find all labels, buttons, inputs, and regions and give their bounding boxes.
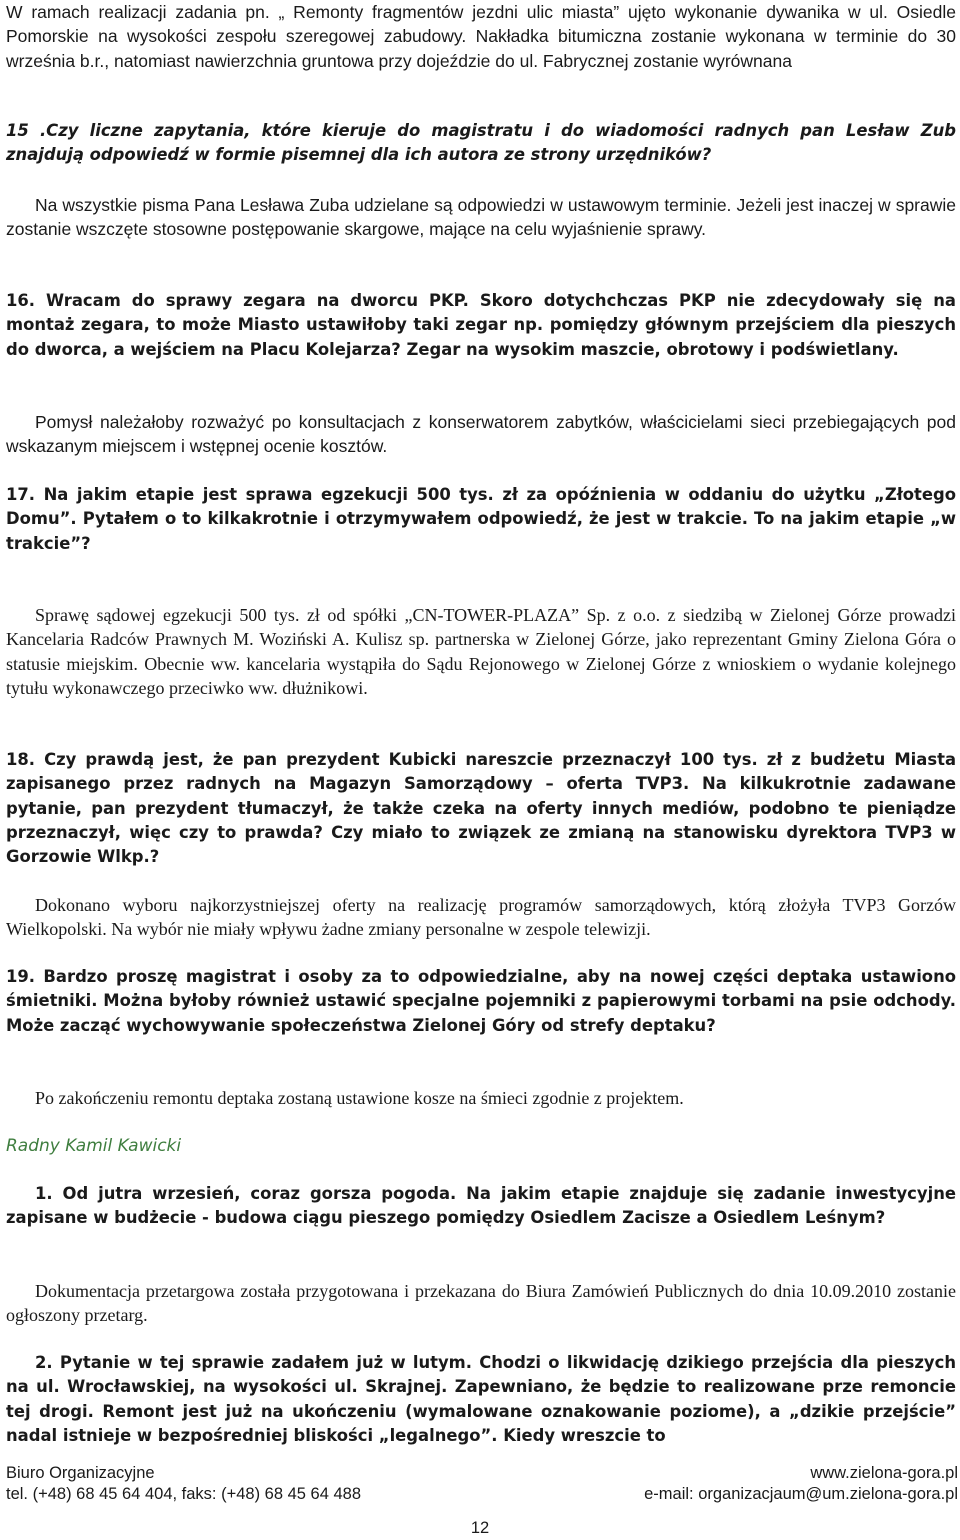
councillor-answer-1: Dokumentacja przetargowa została przygotowana i przekazana do Biura Zamówień Publicznych do dnia 10.09.2010 zostanie ogłoszony przetarg.	[6, 1281, 956, 1326]
question-15: 15 .Czy liczne zapytania, które kieruje do magistratu i do wiadomości radnych pan Lesław Zub znajdują odpowiedź w formie pisemnej dla ich autora ze strony urzędników?	[6, 121, 956, 165]
footer-website: www.zielona-gora.pl	[810, 1464, 958, 1482]
question-17: 17. Na jakim etapie jest sprawa egzekucji 500 tys. zł za opóźnienia w oddaniu do użytku „Złotego Domu”. Pytałem o to kilkakrotnie i otrzymywałem odpowiedź, że jest w trakcie. To na jakim etapie „w trakcie”?	[6, 485, 956, 553]
footer-email: e-mail: organizacjaum@um.zielona-gora.pl	[644, 1485, 958, 1503]
answer-19: Po zakończeniu remontu deptaka zostaną ustawione kosze na śmieci zgodnie z projektem.	[35, 1088, 684, 1108]
page-number: 12	[470, 1519, 490, 1537]
answer-16: Pomysł należałoby rozważyć po konsultacjach z konserwatorem zabytków, właścicielami sieci przebiegających pod wskazanym miejscem i wstępnej ocenie kosztów.	[6, 412, 956, 457]
answer-18: Dokonano wyboru najkorzystniejszej oferty na realizację programów samorządowych, którą złożyła TVP3 Gorzów Wielkopolski. Na wybór nie miały wpływu żadne zmiany personalne w zespole telewizji.	[6, 895, 956, 940]
question-19: 19. Bardzo proszę magistrat i osoby za to odpowiedzialne, aby na nowej części deptaka ustawiono śmietniki. Można byłoby również ustawić specjalne pojemniki z papierowymi torbami na psie odchody. Może zacząć wychowywanie społeczeństwa Zielonej Góry od strefy deptaku?	[6, 967, 956, 1035]
councillor-question-1: 1. Od jutra wrzesień, coraz gorsza pogoda. Na jakim etapie znajduje się zadanie inwestycyjne zapisane w budżecie - budowa ciągu pieszego pomiędzy Osiedlem Zacisze a Osiedlem Leśnym?	[6, 1184, 956, 1228]
question-18: 18. Czy prawdą jest, że pan prezydent Kubicki nareszcie przeznaczył 100 tys. zł z budżetu Miasta zapisanego przez radnych na Magazyn Samorządowy – oferta TVP3. Na kilkukrotnie zadawane pytanie, pan prezydent tłumaczył, że także czeka na oferty innych mediów, podobno te pieniądze przeznaczył, więc czy to prawda? Czy miało to związek ze zmianą na stanowisku dyrektora TVP3 w Gorzowie Wlkp.?	[6, 750, 956, 867]
question-16: 16. Wracam do sprawy zegara na dworcu PKP. Skoro dotychchczas PKP nie zdecydowały się na montaż zegara, to może Miasto ustawiłoby taki zegar np. pomiędzy głównym przejściem dla pieszych do dworca, a wejściem na Placu Kolejarza? Zegar na wysokim maszcie, obrotowy i podświetlany.	[6, 291, 956, 359]
intro-paragraph: W ramach realizacji zadania pn. „ Remonty fragmentów jezdni ulic miasta” ujęto wykonanie dywanika w ul. Osiedle Pomorskie na wysokości zespołu szeregowej zabudowy. Nakładka bitumiczna zostanie wykonana w terminie do 30 września b.r., natomiast nawierzchnia gruntowa przy dojeździe do ul. Fabrycznej zostanie wyrównana	[6, 2, 956, 71]
answer-17: Sprawę sądowej egzekucji 500 tys. zł od spółki „CN-TOWER-PLAZA” Sp. z o.o. z siedzibą w Zielonej Górze prowadzi Kancelaria Radców Prawnych M. Woziński A. Kulisz sp. partnerska w Zielonej Górze, jako reprezentant Gminy Zielona Góra o statusie miejskim. Obecnie ww. kancelaria wystąpiła do Sądu Rejonowego w Zielonej Górze z wnioskiem o wydanie kolejnego tytułu wykonawczego przeciwko ww. dłużnikowi.	[6, 605, 956, 698]
footer-org: Biuro Organizacyjne	[6, 1464, 155, 1482]
councillor-question-2: 2. Pytanie w tej sprawie zadałem już w lutym. Chodzi o likwidację dzikiego przejścia dla pieszych na ul. Wrocławskiej, na wysokości ul. Skrajnej. Zapewniano, że będzie to realizowane prze remoncie tej drogi. Remont jest już na ukończeniu (wymalowane oznakowanie poziome), a „dzikie przejście” nadal istnieje w bezpośredniej bliskości „legalnego”. Kiedy wreszcie to	[6, 1353, 956, 1445]
footer-phone: tel. (+48) 68 45 64 404, faks: (+48) 68 45 64 488	[6, 1485, 361, 1503]
answer-15: Na wszystkie pisma Pana Lesława Zuba udzielane są odpowiedzi w ustawowym terminie. Jeżeli jest inaczej w sprawie zostanie wszczęte stosowne postępowanie skargowe, mające na celu wyjaśnienie sprawy.	[6, 195, 956, 240]
councillor-heading: Radny Kamil Kawicki	[6, 1136, 182, 1156]
